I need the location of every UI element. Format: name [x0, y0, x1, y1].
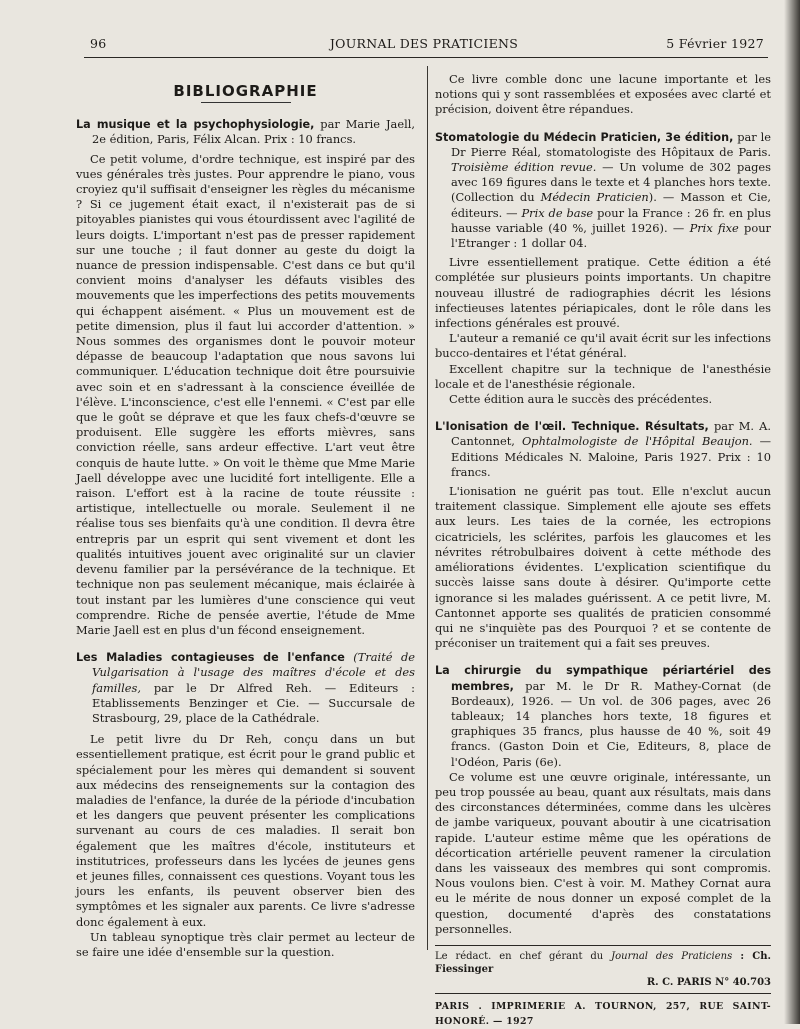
review-citation: par M. A. Cantonnet,: [451, 419, 771, 449]
review-heading-chirurgie: [435, 663, 771, 769]
review-title: L'Ionisation de l'œil. Technique. Résultats,: [435, 420, 709, 434]
journal-name: Journal des Praticiens: [611, 950, 733, 962]
review-title: La chirurgie du sympathique périartériel des membres,: [435, 664, 771, 693]
review-citation: pour la France : 26 fr. en plus hausse variable (40 %, juillet 1926). —: [451, 205, 772, 235]
review-body: L'ionisation ne guérit pas tout. Elle n'exclut aucun traitement classique. Simplement elle ajoute ses effets aux leurs. Les taies de la cornée, les ectropions cicatriciels, les sclérites, parfois les glaucomes et les névrites rétrobulbaires doivent à cette méthode des améliorations évidentes. L'explication scientifique du succès laisse sans doute à désirer. Qu'importe cette ignorance si les malades guérissent. A ce petit livre, M. Cantonnet apporte ses qualités de praticien consommé qui ne s'inquiète pas des Pourquoi ? et se contente de préconiser un traitement qui a fait ses preuves.: [435, 484, 771, 651]
running-header: [84, 36, 764, 56]
review-heading-maladies: [76, 650, 415, 726]
header-rule: [84, 57, 768, 58]
review-citation: par M. le Dr R. Mathey-Cornat (de Bordeaux), 1926. — Un vol. de 306 pages, avec 26 tableaux; 14 planches hors texte, 18 figures et graphiques 35 francs, plus hausse de 40 %, soit 49 francs. (Gaston Doin et Cie, Editeurs, 8, place de l'Odéon, Paris (6e).: [451, 678, 771, 769]
right-column: [435, 66, 771, 1029]
review-body: Un tableau synoptique très clair permet au lecteur de se faire une idée d'ensemble sur la question.: [76, 929, 415, 959]
column-divider: [427, 66, 428, 950]
review-citation-italic: Prix fixe: [689, 220, 739, 235]
review-series: (Traité de Vulgarisation à l'usage des maîtres d'école et des familles,: [92, 650, 415, 695]
review-body-continued: Ce livre comble donc une lacune importante et les notions qui y sont rassemblées et exposées avec clarté et précision, doivent être répandues.: [435, 72, 771, 117]
review-citation-italic: Prix de base: [521, 205, 594, 220]
review-body: Ce petit volume, d'ordre technique, est inspiré par des vues générales très justes. Pour apprendre le piano, vous croyiez qu'il suffisait d'enseigner les règles du mécanisme ? Si ce jugement était exact, il n'existerait pas de si pitoyables pianistes qui vous étourdissent avec l'agilité de leurs doigts. L'important n'est pas de presser rapidement sur une touche ; il faut donner au geste du doigt la nuance de pression indispensable. C'est dans ce but qu'il convient moins d'analyser les défauts visibles des mouvements que les imperfections des petits mouvements qui échappent aisément. « Plus un mouvement est de petite dimension, plus il faut lui accorder d'attention. » Nous sommes des organismes dont le pouvoir moteur dépasse de beaucoup l'adaptation que nous savons lui communiquer. L'éducation technique doit être poursuivie avec soin et en s'adressant à la conscience éveillée de l'élève. L'inconscience, c'est elle l'ennemi. « C'est par elle que le goût se déprave et que les faux chefs-d'œuvre se produisent. Elle suggère les efforts mièvres, sans conviction réelle, sans ardeur effective. L'art veut être conquis de haute lutte. » On voit le thème que Mme Marie Jaell développe avec une lucidité fort intelligente. Elle a raison. L'effort est à la racine de toute réussite : artistique, intellectuelle ou morale. Seulement il ne réalise tous ses bienfaits qu'à une condition. Il devra être entrepris par un esprit qui sent vivement et dont les qualités intuitives jouent avec originalité sur un clavier devenu familier par la persévérance de la technique. Et technique non pas seulement mécanique, mais éclairée à tout instant par les lumières d'une conscience qui veut comprendre. Riche de pensée avertie, l'étude de Mme Marie Jaell est en plus d'un fécond enseignement.: [76, 151, 415, 637]
review-body: Cette édition aura le succès des précédentes.: [449, 392, 713, 407]
imprint: [435, 950, 771, 989]
review-body: Le petit livre du Dr Reh, conçu dans un but essentiellement pratique, est écrit pour le grand public et spécialement pour les mères qui demandent si souvent aux médecins des renseignements sur la contagion des maladies de l'enfance, la durée de la période d'incubation et les dangers que peuvent présenter les complications survenant au cours de ces maladies. Il serait bon également que les maîtres d'école, instituteurs et institutrices, professeurs dans les lycées de jeunes gens et jeunes filles, connaissent ces questions. Voyant tous les jours les enfants, ils peuvent observer bien des symptômes et les signaler aux parents. Ce livre s'adresse donc également à eux.: [76, 732, 415, 929]
review-body: L'auteur a remanié ce qu'il avait écrit sur les infections bucco-dentaires et l'état général.: [435, 331, 771, 361]
issue-date: 5 Février 1927: [666, 36, 764, 51]
review-citation: — Un volume de 302 pages avec 169 figures dans le texte et 4 planches hors texte. (Collection du: [451, 160, 771, 205]
review-title: Stomatologie du Médecin Praticien, 3e édition,: [435, 130, 734, 144]
review-citation: par le Dr Pierre Réal, stomatologiste des Hôpitaux de Paris.: [451, 129, 771, 159]
review-citation: par le Dr Alfred Reh. — Editeurs : Etablissements Benzinger et Cie. — Succursale de Strasbourg, 29, place de la Cathédrale.: [92, 680, 415, 725]
review-heading-stomatologie: [435, 130, 771, 252]
review-citation: — Editions Médicales N. Maloine, Paris 1927. Prix : 10 francs.: [451, 434, 772, 479]
review-heading-ionisation: [435, 419, 771, 480]
review-body: Livre essentiellement pratique. Cette édition a été complétée sur plusieurs points importants. Un chapitre nouveau illustré de radiographies décrit les lésions infectieuses latentes périapicales, dont le rôle dans les infections générales est prouvé.: [435, 255, 771, 331]
page-edge-shadow: [784, 0, 800, 1024]
page-number: 96: [90, 36, 107, 51]
left-column: [76, 66, 415, 960]
review-heading-musique: [76, 117, 415, 147]
printer-rule: [435, 993, 771, 994]
review-title: Les Maladies contagieuses de l'enfance: [76, 651, 345, 665]
journal-title: JOURNAL DES PRATICIENS: [329, 36, 519, 51]
review-citation: par Marie Jaell, 2e édition, Paris, Félix Alcan. Prix : 10 francs.: [92, 117, 415, 147]
review-title: La musique et la psychophysiologie,: [76, 118, 315, 132]
review-citation-italic: Médecin Praticien: [540, 190, 649, 205]
review-citation: pour l'Etranger : 1 dollar 04.: [451, 220, 771, 251]
section-title: BIBLIOGRAPHIE: [173, 82, 318, 100]
registration-number: R. C. PARIS N° 40.703: [646, 976, 771, 988]
review-citation-italic: Ophtalmologiste de l'Hôpital Beaujon.: [521, 434, 753, 449]
review-body: Excellent chapitre sur la technique de l'anesthésie locale et de l'anesthésie régionale.: [435, 361, 771, 391]
printer-line: PARIS . IMPRIMERIE A. TOURNON, 257, RUE SAINT-HONORÉ. — 1927: [435, 1000, 771, 1028]
imprint-rule: [435, 945, 771, 946]
review-citation-italic: Troisième édition revue.: [451, 160, 597, 175]
review-citation: ). — Masson et Cie, éditeurs. —: [451, 190, 771, 220]
review-body: Ce volume est une œuvre originale, intéressante, un peu trop poussée au beau, quant aux résultats, mais dans des circonstances déterminées, comme dans les ulcères de jambe variqueux, pouvant aboutir à une cicatrisation rapide. L'auteur estime même que les opérations de décortication artérielle peuvent ramener la circulation dans les vaisseaux des membres qui sont compromis. Nous voulons bien. C'est à voir. M. Mathey Cornat aura eu le mérite de nous donner un exposé complet de la question, documenté d'après des constatations personnelles.: [435, 769, 771, 936]
editor-name: : Ch. Fiessinger: [435, 950, 771, 975]
editor-label: Le rédact. en chef gérant du: [435, 950, 612, 962]
section-title-rule: [201, 102, 291, 103]
editor-line: [435, 950, 771, 976]
